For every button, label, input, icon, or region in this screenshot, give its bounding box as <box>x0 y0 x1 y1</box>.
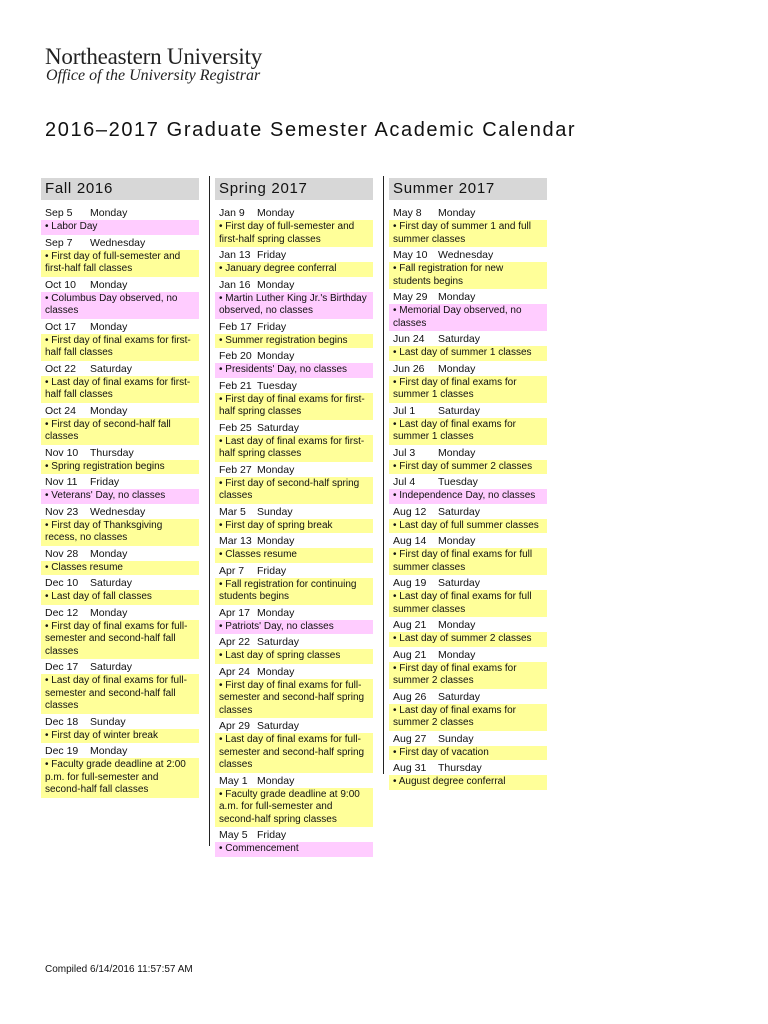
event-weekday: Monday <box>438 619 476 631</box>
event-date-row <box>389 332 547 346</box>
event-date-row <box>215 665 373 679</box>
event-date-row <box>389 690 547 704</box>
event-date-row <box>215 463 373 477</box>
event-date: Mar 13 <box>219 535 252 547</box>
event-holiday: • Labor Day <box>41 220 199 235</box>
event-date: Jul 3 <box>393 446 416 459</box>
event-date: Feb 27 <box>219 463 252 476</box>
event-date: Aug 26 <box>393 690 427 703</box>
event-date-row <box>41 576 199 590</box>
column-divider <box>383 176 384 774</box>
event-date-row <box>41 547 199 561</box>
event-date-row <box>215 278 373 292</box>
event-date-row <box>389 648 547 662</box>
event-weekday: Monday <box>438 362 476 375</box>
event-weekday: Monday <box>90 207 128 219</box>
event-date: Jan 13 <box>219 249 251 261</box>
event-date: Oct 10 <box>45 278 76 291</box>
event-list <box>215 206 373 857</box>
event-weekday: Monday <box>90 606 128 619</box>
event-weekday: Thursday <box>90 446 134 459</box>
column-heading: Spring 2017 <box>215 178 373 200</box>
event-weekday: Saturday <box>438 505 481 518</box>
event-date-row <box>215 349 373 363</box>
event-description: • Classes resume <box>215 548 373 563</box>
event-date: Sep 5 <box>45 207 73 219</box>
event-weekday: Tuesday <box>438 476 478 488</box>
event-date: Jan 9 <box>219 207 245 219</box>
event-date: Apr 29 <box>219 720 250 732</box>
event-holiday: • Independence Day, no classes <box>389 489 547 504</box>
event-date: Feb 25 <box>219 421 252 434</box>
event-date: Feb 21 <box>219 379 252 392</box>
event-date-row <box>215 379 373 393</box>
event-description: • First day of spring break <box>215 519 373 534</box>
event-date: Oct 22 <box>45 362 76 375</box>
event-date-row <box>215 421 373 435</box>
event-description: • Last day of summer 2 classes <box>389 632 547 647</box>
event-date: Aug 19 <box>393 577 427 589</box>
event-date-row <box>389 404 547 418</box>
event-description: • Last day of spring classes <box>215 649 373 664</box>
event-weekday: Monday <box>257 665 295 678</box>
event-date: May 29 <box>393 291 428 303</box>
event-weekday: Monday <box>438 446 476 459</box>
event-description: • First day of final exams for first-half spring classes <box>215 393 373 420</box>
event-weekday: Friday <box>257 249 287 261</box>
event-date-row <box>215 320 373 334</box>
event-date-row <box>215 505 373 519</box>
column-fall-2016 <box>41 178 199 799</box>
event-weekday: Monday <box>257 774 295 787</box>
event-date-row <box>41 505 199 519</box>
event-date: Mar 5 <box>219 505 246 518</box>
event-weekday: Tuesday <box>257 379 297 392</box>
event-description: • Spring registration begins <box>41 460 199 475</box>
event-weekday: Monday <box>90 278 128 291</box>
event-date: Feb 17 <box>219 320 252 333</box>
event-description: • First day of summer 2 classes <box>389 460 547 475</box>
event-date: Nov 10 <box>45 446 79 459</box>
event-description: • First day of summer 1 and full summer classes <box>389 220 547 247</box>
event-date: Sep 7 <box>45 236 73 249</box>
event-list <box>41 206 199 798</box>
event-holiday: • Martin Luther King Jr.'s Birthday observed, no classes <box>215 292 373 319</box>
event-date: Dec 18 <box>45 715 79 728</box>
event-description: • Faculty grade deadline at 9:00 a.m. for full-semester and second-half spring classes <box>215 788 373 828</box>
event-description: • Last day of final exams for first-half fall classes <box>41 376 199 403</box>
event-description: • First day of final exams for first-half fall classes <box>41 334 199 361</box>
event-date-row <box>41 446 199 460</box>
event-date-row <box>41 236 199 250</box>
event-description: • First day of final exams for summer 2 classes <box>389 662 547 689</box>
event-holiday: • Veterans' Day, no classes <box>41 489 199 504</box>
event-date: Oct 24 <box>45 404 76 417</box>
event-holiday: • Presidents' Day, no classes <box>215 363 373 378</box>
event-description: • Classes resume <box>41 561 199 576</box>
event-description: • First day of final exams for full-semester and second-half spring classes <box>215 679 373 719</box>
event-date-row <box>389 362 547 376</box>
event-date-row <box>41 206 199 220</box>
event-weekday: Sunday <box>90 715 126 728</box>
event-description: • January degree conferral <box>215 262 373 277</box>
event-date-row <box>389 475 547 489</box>
event-date-row <box>215 206 373 220</box>
event-description: • Last day of final exams for summer 2 classes <box>389 704 547 731</box>
event-date: Jul 4 <box>393 476 416 488</box>
event-date: Apr 7 <box>219 564 245 577</box>
event-weekday: Monday <box>257 535 295 547</box>
event-date-row <box>41 660 199 674</box>
event-date: Aug 14 <box>393 535 427 547</box>
university-name: Northeastern University <box>45 44 263 69</box>
event-date-row <box>41 404 199 418</box>
event-description: • First day of final exams for summer 1 classes <box>389 376 547 403</box>
event-date-row <box>215 828 373 842</box>
event-date: Dec 19 <box>45 745 79 757</box>
event-date: May 5 <box>219 829 248 841</box>
event-date-row <box>389 505 547 519</box>
event-date-row <box>215 248 373 262</box>
event-weekday: Thursday <box>438 762 482 774</box>
event-weekday: Sunday <box>438 732 474 745</box>
event-weekday: Monday <box>257 350 295 362</box>
event-date: Feb 20 <box>219 350 252 362</box>
event-weekday: Monday <box>257 207 295 219</box>
event-weekday: Monday <box>438 207 476 219</box>
event-date-row <box>389 576 547 590</box>
event-weekday: Saturday <box>438 690 481 703</box>
event-description: • Last day of final exams for full-semester and second-half fall classes <box>41 674 199 714</box>
event-description: • Last day of final exams for first-half spring classes <box>215 435 373 462</box>
event-description: • First day of final exams for full-semester and second-half fall classes <box>41 620 199 660</box>
event-weekday: Monday <box>90 745 128 757</box>
event-date: Jun 26 <box>393 362 425 375</box>
event-date-row <box>389 618 547 632</box>
event-date: May 10 <box>393 249 428 261</box>
event-date: Apr 24 <box>219 665 250 678</box>
event-weekday: Sunday <box>257 505 293 518</box>
event-weekday: Monday <box>438 291 476 303</box>
event-date-row <box>41 475 199 489</box>
event-weekday: Friday <box>257 320 287 333</box>
event-date: Dec 12 <box>45 606 79 619</box>
event-date: Apr 17 <box>219 606 250 619</box>
event-weekday: Saturday <box>438 577 481 589</box>
event-date-row <box>215 635 373 649</box>
event-weekday: Monday <box>90 404 128 417</box>
event-description: • First day of second-half fall classes <box>41 418 199 445</box>
event-weekday: Saturday <box>90 577 133 589</box>
event-weekday: Saturday <box>257 636 300 648</box>
event-weekday: Monday <box>90 320 128 333</box>
event-date-row <box>215 719 373 733</box>
event-description: • Fall registration for new students begins <box>389 262 547 289</box>
event-date: Dec 17 <box>45 661 79 673</box>
event-holiday: • Commencement <box>215 842 373 857</box>
event-date: Aug 31 <box>393 762 427 774</box>
event-date-row <box>389 290 547 304</box>
event-list <box>389 206 547 790</box>
event-date-row <box>389 761 547 775</box>
event-date: Nov 28 <box>45 547 79 560</box>
column-divider <box>209 176 210 846</box>
event-weekday: Saturday <box>257 720 300 732</box>
event-description: • Last day of final exams for summer 1 classes <box>389 418 547 445</box>
event-weekday: Monday <box>257 463 295 476</box>
event-description: • First day of winter break <box>41 729 199 744</box>
event-description: • Faculty grade deadline at 2:00 p.m. for full-semester and second-half fall classes <box>41 758 199 798</box>
event-date: Nov 23 <box>45 505 79 518</box>
event-date: Jul 1 <box>393 404 416 417</box>
event-description: • August degree conferral <box>389 775 547 790</box>
event-date: Apr 22 <box>219 636 250 648</box>
event-date: Jan 16 <box>219 278 251 291</box>
event-weekday: Monday <box>257 278 295 291</box>
event-weekday: Monday <box>257 606 295 619</box>
event-weekday: Monday <box>438 648 476 661</box>
event-date: May 8 <box>393 207 422 219</box>
column-summer-2017 <box>389 178 547 791</box>
event-date: Aug 21 <box>393 648 427 661</box>
event-description: • First day of second-half spring classes <box>215 477 373 504</box>
event-weekday: Friday <box>257 564 287 577</box>
event-description: • Last day of fall classes <box>41 590 199 605</box>
event-date: Oct 17 <box>45 320 76 333</box>
event-description: • First day of full-semester and first-half spring classes <box>215 220 373 247</box>
page-title: 2016–2017 Graduate Semester Academic Calendar <box>45 119 577 141</box>
event-date-row <box>389 206 547 220</box>
event-description: • First day of Thanksgiving recess, no classes <box>41 519 199 546</box>
event-weekday: Monday <box>90 547 128 560</box>
event-date-row <box>41 362 199 376</box>
event-date-row <box>215 564 373 578</box>
event-weekday: Saturday <box>438 333 481 345</box>
event-date: Nov 11 <box>45 476 78 488</box>
event-holiday: • Patriots' Day, no classes <box>215 620 373 635</box>
event-date-row <box>41 744 199 758</box>
compiled-timestamp: Compiled 6/14/2016 11:57:57 AM <box>45 964 193 975</box>
event-date-row <box>41 715 199 729</box>
event-weekday: Saturday <box>90 661 133 673</box>
event-date-row <box>389 248 547 262</box>
event-weekday: Wednesday <box>438 249 494 261</box>
event-weekday: Friday <box>257 829 287 841</box>
event-description: • First day of vacation <box>389 746 547 761</box>
event-weekday: Wednesday <box>90 236 146 249</box>
event-weekday: Friday <box>90 476 120 488</box>
event-description: • Fall registration for continuing students begins <box>215 578 373 605</box>
event-description: • Last day of full summer classes <box>389 519 547 534</box>
event-holiday: • Columbus Day observed, no classes <box>41 292 199 319</box>
event-date-row <box>389 534 547 548</box>
event-date-row <box>389 732 547 746</box>
office-name: Office of the University Registrar <box>46 67 261 84</box>
event-date: Aug 21 <box>393 619 427 631</box>
event-date-row <box>389 446 547 460</box>
event-date-row <box>215 774 373 788</box>
event-date: May 1 <box>219 774 248 787</box>
event-weekday: Saturday <box>438 404 481 417</box>
event-description: • Last day of final exams for full-semester and second-half spring classes <box>215 733 373 773</box>
event-date-row <box>41 320 199 334</box>
event-description: • Last day of summer 1 classes <box>389 346 547 361</box>
column-heading: Summer 2017 <box>389 178 547 200</box>
event-weekday: Monday <box>438 535 476 547</box>
event-date: Aug 27 <box>393 732 427 745</box>
event-date-row <box>41 606 199 620</box>
event-description: • First day of full-semester and first-half fall classes <box>41 250 199 277</box>
column-heading: Fall 2016 <box>41 178 199 200</box>
event-weekday: Wednesday <box>90 505 146 518</box>
event-weekday: Saturday <box>90 362 133 375</box>
event-date: Jun 24 <box>393 333 425 345</box>
event-date-row <box>41 278 199 292</box>
event-description: • Last day of final exams for full summer classes <box>389 590 547 617</box>
event-date: Dec 10 <box>45 577 79 589</box>
event-date-row <box>215 534 373 548</box>
event-holiday: • Memorial Day observed, no classes <box>389 304 547 331</box>
column-spring-2017 <box>215 178 373 858</box>
event-weekday: Saturday <box>257 421 300 434</box>
event-date: Aug 12 <box>393 505 427 518</box>
event-description: • Summer registration begins <box>215 334 373 349</box>
event-date-row <box>215 606 373 620</box>
event-description: • First day of final exams for full summer classes <box>389 548 547 575</box>
